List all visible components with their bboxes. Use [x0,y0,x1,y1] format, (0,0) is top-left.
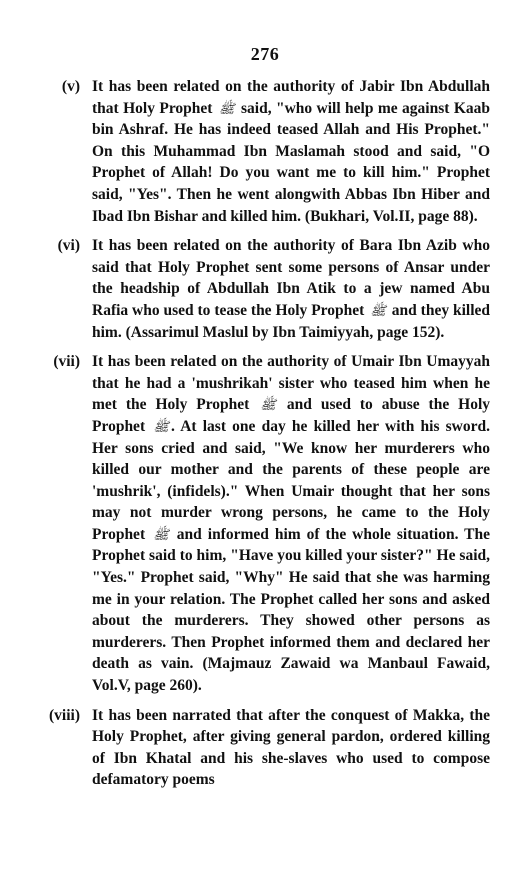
text-segment: and informed him of the whole situation. The Prophet said to him, "Have you killed your sister?" He said, "Yes." Prophet said, "Why" He said that she was harming me in your relation. The Prophet called her sons and asked about the murderers. They showed other persons as murderers. Then Prophet informed them and declared her death as vain. (Majmauz Zawaid wa Manbaul Fawaid, Vol.V, page 260). [92,525,491,695]
item-label: (viii) [49,706,80,724]
item-text [92,705,490,791]
text-segment: It has been narrated that after the conquest of Makka, the Holy Prophet, after giving general pardon, ordered killing of Ibn Khatal and his she-slaves who used to compose defamatory poems [92,706,490,789]
honorific-icon: ﷺ [260,397,276,413]
honorific-icon: ﷺ [218,100,235,116]
text-segment: . At last one day he killed her with his sword. Her sons cried and said, "We know her murderers who killed our mother and the parents of these people are 'mushrik', (infidels)." When Umair thought that her sons may not murder wrong persons, he came to the Holy Prophet [92,417,491,543]
text-segment: said, "who will help me against Kaab bin Ashraf. He has indeed teased Allah and His Prophet." On this Muhammad Ibn Maslamah stood and said, "O Prophet of Allah! Do you want me to kill him." Prophet said, "Yes". Then he went alongwith Abbas Ibn Hiber and Ibad Ibn Bishar and killed him. (Bukhari, Vol.II, page 88). [92,99,491,225]
item-text [92,235,490,343]
item-label: (vi) [57,237,80,255]
text-segment: It has been related on the authority of Bara Ibn Azib who said that Holy Prophet sent some persons of Ansar under the headship of Abdullah Ibn Atik to a jew named Abu Rafia who used to tease the Holy Prophet [92,237,490,319]
item-label: (v) [61,78,80,95]
honorific-icon: ﷺ [153,526,169,542]
item-text [92,76,490,227]
page-number: 276 [250,44,280,64]
honorific-icon: ﷺ [370,302,386,318]
text-segment: and they killed him. (Assarimul Maslul by Ibn Taimiyyah, page 152). [92,301,491,341]
text-segment: It has been related on the authority of Jabir Ibn Abdullah that Holy Prophet [92,78,490,117]
narration-item-viii [22,705,490,791]
text-segment: It has been related on the authority of Umair Ibn Umayyah that he had a 'mushrikah' sister who teased him when he met the Holy Prophet [92,353,490,414]
text-segment: and used to abuse the Holy Prophet [92,396,490,435]
item-text [92,351,490,697]
narration-item-v [22,76,490,227]
narration-list [22,76,490,799]
item-label: (vii) [53,353,80,371]
narration-item-vi [22,235,490,343]
narration-item-vii [22,351,490,697]
honorific-icon: ﷺ [153,418,170,434]
